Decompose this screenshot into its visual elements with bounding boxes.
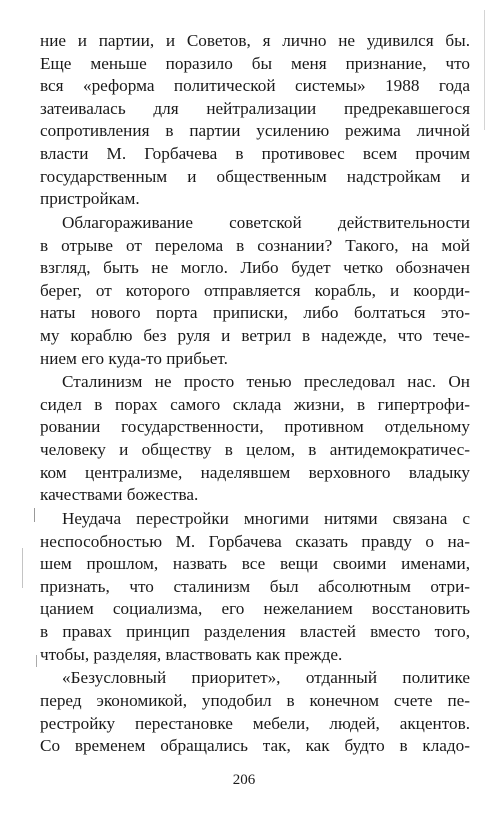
right-edge-shadow [484, 10, 485, 130]
text-line: Со временем обращались так, как будто в кладо- [40, 736, 470, 756]
text-line: сидел в порах самого склада жизни, в гипертрофи- [40, 394, 470, 414]
paragraph-2 [40, 212, 470, 370]
body-text [40, 30, 470, 759]
text-line: ровании государственности, противном отдельному [40, 417, 470, 437]
text-line: власти М. Горбачева в противовес всем прочим [40, 143, 470, 163]
text-line: пристройкам. [40, 189, 140, 209]
text-line: качествами божества. [40, 485, 199, 505]
text-line: шем прошлом, назвать все вещи своими именами, [40, 554, 470, 574]
text-line: неспособностью М. Горбачева сказать правду о на- [40, 531, 470, 551]
text-line: вся «реформа политической системы» 1988 года [40, 76, 470, 96]
text-line: му кораблю без руля и ветрил в надежде, что тече- [40, 325, 470, 345]
text-line: в отрыве от перелома в сознании? Такого, на мой [40, 235, 470, 255]
paragraph-1 [40, 30, 470, 211]
text-line: наты нового порта приписки, либо болтаться это- [40, 303, 470, 323]
text-line: признать, что сталинизм был абсолютным отри- [40, 576, 470, 596]
text-line: чтобы, разделяя, властвовать как прежде. [40, 644, 343, 664]
text-line: цанием социализма, его нежеланием восстановить [40, 599, 470, 619]
text-line: государственным и общественным надстройкам и [40, 166, 470, 186]
text-line: рестройку перестановке мебели, людей, акцентов. [40, 713, 470, 733]
text-line: перед экономикой, уподобил в конечном счете пе- [40, 690, 470, 710]
text-line: взгляд, быть не могло. Либо будет четко обозначен [40, 258, 470, 278]
text-line: нием его куда-то прибьет. [40, 348, 228, 368]
paragraph-4 [40, 508, 470, 666]
text-line: Неудача перестройки многими нитями связана с [62, 509, 470, 529]
text-line: сопротивления в партии усилению режима личной [40, 121, 470, 141]
text-line: Еще меньше поразило бы меня признание, что [40, 53, 470, 73]
paragraph-3 [40, 371, 470, 507]
text-line: человеку и обществу в целом, в антидемократичес- [40, 440, 470, 460]
page-number: 206 [232, 772, 256, 788]
text-line: затеивалась для нейтрализации предрекавшегося [40, 98, 470, 118]
text-line: ком централизме, наделявшем верховного владыку [40, 462, 470, 482]
text-line: в правах принцип разделения властей вместо того, [40, 622, 470, 641]
text-line: ние и партии, и Советов, я лично не удивился бы. [40, 31, 470, 50]
text-line: берег, от которого отправляется корабль, и коорди- [40, 280, 470, 300]
text-line: Облагораживание советской действительности [62, 212, 470, 232]
margin-pencil-mark [22, 548, 23, 588]
paragraph-5 [40, 667, 470, 757]
margin-pencil-mark [34, 508, 35, 522]
text-line: Сталинизм не просто тенью преследовал нас. Он [62, 372, 470, 392]
margin-pencil-mark [36, 655, 37, 667]
text-line: «Безусловный приоритет», отданный политике [62, 668, 470, 688]
